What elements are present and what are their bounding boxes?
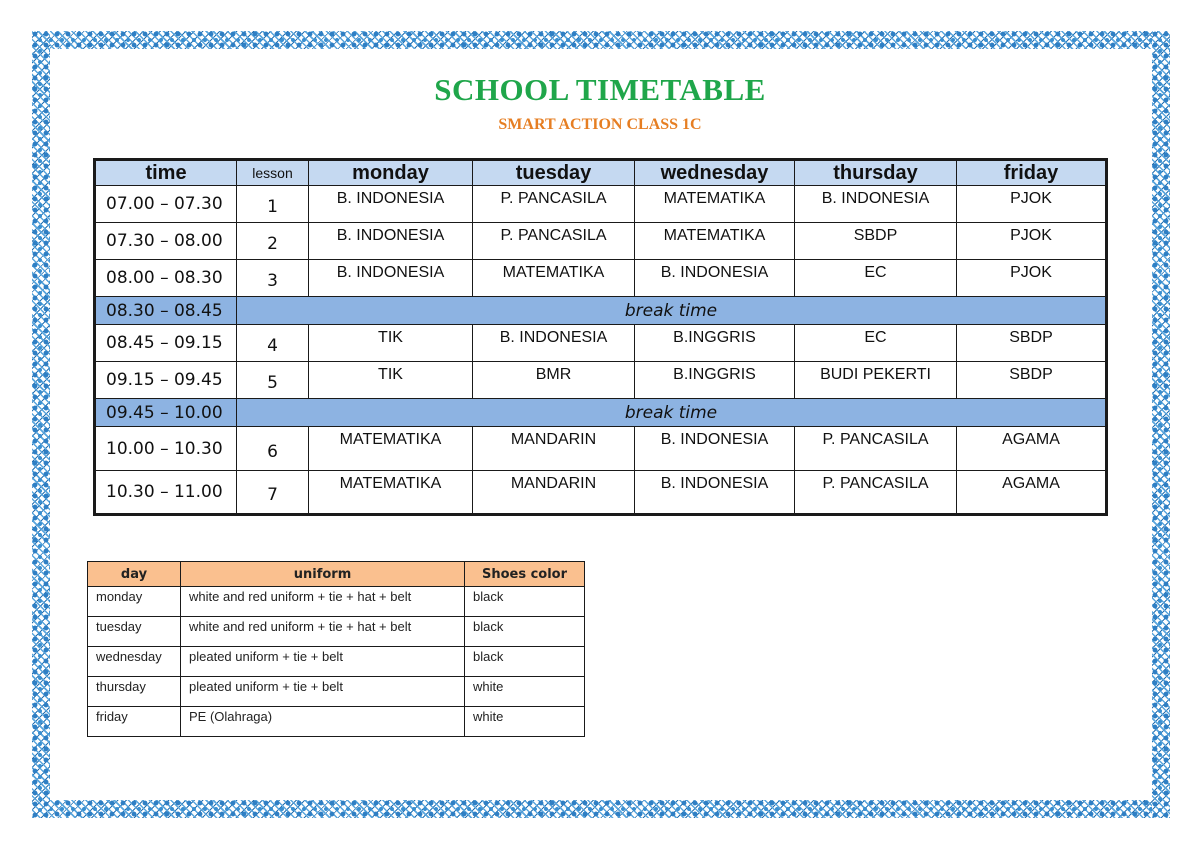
break-row: [95, 297, 1107, 325]
time-cell: 07.00 – 07.30: [95, 186, 237, 223]
subject-cell-friday: AGAMA: [957, 427, 1107, 471]
uniform-day: thursday: [88, 677, 181, 707]
subject-cell-tuesday: P. PANCASILA: [473, 223, 635, 260]
time-cell: 09.15 – 09.45: [95, 362, 237, 399]
uniform-day: tuesday: [88, 617, 181, 647]
subject-cell-thursday: SBDP: [795, 223, 957, 260]
border-top: [32, 31, 1170, 49]
lesson-number: 4: [237, 325, 309, 362]
uniform-shoes-color: white: [465, 677, 585, 707]
lesson-number: 2: [237, 223, 309, 260]
subject-cell-friday: PJOK: [957, 260, 1107, 297]
subject-cell-thursday: P. PANCASILA: [795, 427, 957, 471]
lesson-number: 6: [237, 427, 309, 471]
header-uniform: uniform: [181, 562, 465, 587]
subject-cell-monday: MATEMATIKA: [309, 427, 473, 471]
break-time-label: break time: [237, 297, 1107, 325]
time-cell: 10.00 – 10.30: [95, 427, 237, 471]
uniform-shoes-color: white: [465, 707, 585, 737]
time-cell: 08.30 – 08.45: [95, 297, 237, 325]
subject-cell-wednesday: B.INGGRIS: [635, 362, 795, 399]
subject-cell-wednesday: B.INGGRIS: [635, 325, 795, 362]
time-cell: 07.30 – 08.00: [95, 223, 237, 260]
lesson-number: 3: [237, 260, 309, 297]
time-cell: 09.45 – 10.00: [95, 399, 237, 427]
subject-cell-monday: B. INDONESIA: [309, 223, 473, 260]
lesson-row: [95, 223, 1107, 260]
uniform-shoes-color: black: [465, 587, 585, 617]
subject-cell-monday: B. INDONESIA: [309, 186, 473, 223]
lesson-row: [95, 260, 1107, 297]
timetable-header-row: [95, 160, 1107, 186]
page-title: SCHOOL TIMETABLE: [434, 72, 766, 107]
time-cell: 08.00 – 08.30: [95, 260, 237, 297]
break-time-label: break time: [237, 399, 1107, 427]
subject-cell-wednesday: MATEMATIKA: [635, 186, 795, 223]
lesson-number: 7: [237, 471, 309, 515]
uniform-row: [88, 707, 585, 737]
subject-cell-wednesday: MATEMATIKA: [635, 223, 795, 260]
border-right: [1152, 31, 1170, 818]
subject-cell-thursday: BUDI PEKERTI: [795, 362, 957, 399]
lesson-row: [95, 471, 1107, 515]
header-tuesday: tuesday: [473, 160, 635, 186]
uniform-shoes-color: black: [465, 647, 585, 677]
subject-cell-thursday: EC: [795, 260, 957, 297]
subject-cell-tuesday: B. INDONESIA: [473, 325, 635, 362]
uniform-description: pleated uniform + tie + belt: [181, 677, 465, 707]
header-wednesday: wednesday: [635, 160, 795, 186]
break-row: [95, 399, 1107, 427]
lesson-row: [95, 325, 1107, 362]
uniform-description: pleated uniform + tie + belt: [181, 647, 465, 677]
subject-cell-friday: AGAMA: [957, 471, 1107, 515]
lesson-number: 1: [237, 186, 309, 223]
subject-cell-wednesday: B. INDONESIA: [635, 260, 795, 297]
header-lesson: lesson: [237, 160, 309, 186]
subject-cell-friday: PJOK: [957, 186, 1107, 223]
subject-cell-thursday: EC: [795, 325, 957, 362]
subject-cell-monday: B. INDONESIA: [309, 260, 473, 297]
header-thursday: thursday: [795, 160, 957, 186]
subject-cell-tuesday: MANDARIN: [473, 471, 635, 515]
subject-cell-friday: PJOK: [957, 223, 1107, 260]
subject-cell-wednesday: B. INDONESIA: [635, 427, 795, 471]
uniform-row: [88, 647, 585, 677]
uniform-table: [87, 561, 585, 737]
header-shoes-color: Shoes color: [465, 562, 585, 587]
lesson-number: 5: [237, 362, 309, 399]
uniform-description: white and red uniform + tie + hat + belt: [181, 617, 465, 647]
header-time: time: [95, 160, 237, 186]
border-left: [32, 31, 50, 818]
header-monday: monday: [309, 160, 473, 186]
uniform-day: wednesday: [88, 647, 181, 677]
subject-cell-thursday: P. PANCASILA: [795, 471, 957, 515]
subject-cell-tuesday: P. PANCASILA: [473, 186, 635, 223]
subject-cell-wednesday: B. INDONESIA: [635, 471, 795, 515]
subject-cell-tuesday: BMR: [473, 362, 635, 399]
time-cell: 08.45 – 09.15: [95, 325, 237, 362]
uniform-row: [88, 587, 585, 617]
uniform-description: PE (Olahraga): [181, 707, 465, 737]
uniform-day: monday: [88, 587, 181, 617]
lesson-row: [95, 362, 1107, 399]
uniform-day: friday: [88, 707, 181, 737]
uniform-description: white and red uniform + tie + hat + belt: [181, 587, 465, 617]
subject-cell-monday: TIK: [309, 362, 473, 399]
uniform-shoes-color: black: [465, 617, 585, 647]
lesson-row: [95, 427, 1107, 471]
subject-cell-thursday: B. INDONESIA: [795, 186, 957, 223]
lesson-row: [95, 186, 1107, 223]
subject-cell-monday: MATEMATIKA: [309, 471, 473, 515]
header-friday: friday: [957, 160, 1107, 186]
subject-cell-tuesday: MANDARIN: [473, 427, 635, 471]
uniform-header-row: [88, 562, 585, 587]
subject-cell-friday: SBDP: [957, 362, 1107, 399]
time-cell: 10.30 – 11.00: [95, 471, 237, 515]
page-subtitle: SMART ACTION CLASS 1C: [498, 116, 702, 133]
timetable-table: [93, 158, 1108, 516]
header-day: day: [88, 562, 181, 587]
uniform-row: [88, 617, 585, 647]
subject-cell-tuesday: MATEMATIKA: [473, 260, 635, 297]
subject-cell-monday: TIK: [309, 325, 473, 362]
uniform-row: [88, 677, 585, 707]
border-bottom: [32, 800, 1170, 818]
subject-cell-friday: SBDP: [957, 325, 1107, 362]
